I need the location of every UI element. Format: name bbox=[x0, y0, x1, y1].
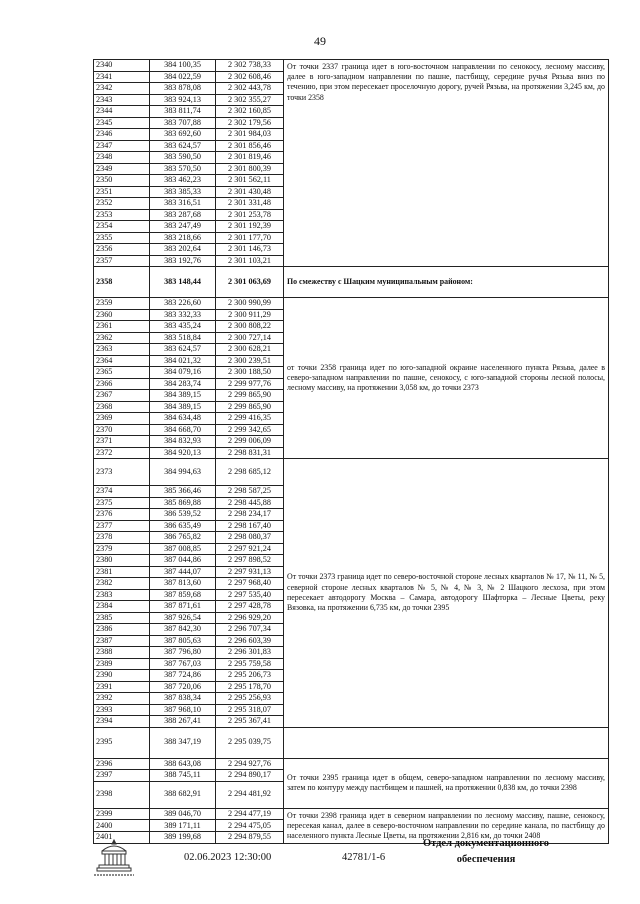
x-coordinate-cell: 384 079,16 bbox=[150, 367, 216, 379]
x-coordinate-cell: 387 796,80 bbox=[150, 647, 216, 659]
point-number-cell: 2371 bbox=[94, 436, 150, 448]
point-number-cell: 2360 bbox=[94, 309, 150, 321]
y-coordinate-cell: 2 300 727,14 bbox=[216, 332, 284, 344]
boundary-description-cell: от точки 2358 граница идет по юго-западной окраине населенного пункта Рязьва, далее в северо-западном направлении по пашне, сенокосу, с юго-западной стороны лесной полосы, лесному массиву, на протяжении 3,058 км, до точки 2373 bbox=[284, 298, 609, 459]
x-coordinate-cell: 383 878,08 bbox=[150, 83, 216, 95]
y-coordinate-cell: 2 299 342,65 bbox=[216, 424, 284, 436]
y-coordinate-cell: 2 297 968,40 bbox=[216, 578, 284, 590]
point-number-cell: 2392 bbox=[94, 693, 150, 705]
y-coordinate-cell: 2 301 430,48 bbox=[216, 186, 284, 198]
point-number-cell: 2365 bbox=[94, 367, 150, 379]
x-coordinate-cell: 383 435,24 bbox=[150, 321, 216, 333]
x-coordinate-cell: 383 624,57 bbox=[150, 140, 216, 152]
x-coordinate-cell: 383 202,64 bbox=[150, 244, 216, 256]
y-coordinate-cell: 2 302 160,85 bbox=[216, 106, 284, 118]
point-number-cell: 2380 bbox=[94, 555, 150, 567]
point-number-cell: 2393 bbox=[94, 704, 150, 716]
point-number-cell: 2345 bbox=[94, 117, 150, 129]
point-number-cell: 2399 bbox=[94, 808, 150, 820]
point-number-cell: 2356 bbox=[94, 244, 150, 256]
y-coordinate-cell: 2 299 865,90 bbox=[216, 390, 284, 402]
y-coordinate-cell: 2 294 927,76 bbox=[216, 758, 284, 770]
x-coordinate-cell: 384 283,74 bbox=[150, 378, 216, 390]
footer-department bbox=[396, 836, 576, 868]
x-coordinate-cell: 388 267,41 bbox=[150, 716, 216, 728]
x-coordinate-cell: 387 724,86 bbox=[150, 670, 216, 682]
point-number-cell: 2348 bbox=[94, 152, 150, 164]
y-coordinate-cell: 2 300 188,50 bbox=[216, 367, 284, 379]
y-coordinate-cell: 2 295 206,73 bbox=[216, 670, 284, 682]
y-coordinate-cell: 2 295 039,75 bbox=[216, 727, 284, 758]
y-coordinate-cell: 2 297 428,78 bbox=[216, 601, 284, 613]
footer-department-line2: обеспечения bbox=[456, 854, 516, 865]
x-coordinate-cell: 383 590,50 bbox=[150, 152, 216, 164]
y-coordinate-cell: 2 297 921,24 bbox=[216, 543, 284, 555]
point-number-cell: 2377 bbox=[94, 520, 150, 532]
point-number-cell: 2357 bbox=[94, 255, 150, 267]
y-coordinate-cell: 2 295 759,58 bbox=[216, 658, 284, 670]
point-number-cell: 2340 bbox=[94, 60, 150, 72]
point-number-cell: 2368 bbox=[94, 401, 150, 413]
y-coordinate-cell: 2 302 355,27 bbox=[216, 94, 284, 106]
y-coordinate-cell: 2 294 879,55 bbox=[216, 832, 284, 844]
x-coordinate-cell: 383 218,66 bbox=[150, 232, 216, 244]
y-coordinate-cell: 2 294 481,92 bbox=[216, 781, 284, 808]
y-coordinate-cell: 2 295 256,93 bbox=[216, 693, 284, 705]
x-coordinate-cell: 387 842,30 bbox=[150, 624, 216, 636]
y-coordinate-cell: 2 297 535,40 bbox=[216, 589, 284, 601]
x-coordinate-cell: 384 668,70 bbox=[150, 424, 216, 436]
x-coordinate-cell: 384 920,13 bbox=[150, 447, 216, 459]
point-number-cell: 2341 bbox=[94, 71, 150, 83]
emblem-logo bbox=[94, 837, 134, 873]
x-coordinate-cell: 386 539,52 bbox=[150, 509, 216, 521]
x-coordinate-cell: 387 813,60 bbox=[150, 578, 216, 590]
x-coordinate-cell: 387 720,06 bbox=[150, 681, 216, 693]
y-coordinate-cell: 2 302 608,46 bbox=[216, 71, 284, 83]
x-coordinate-cell: 384 832,93 bbox=[150, 436, 216, 448]
y-coordinate-cell: 2 302 443,78 bbox=[216, 83, 284, 95]
boundary-coordinates-table bbox=[93, 59, 609, 844]
point-number-cell: 2351 bbox=[94, 186, 150, 198]
y-coordinate-cell: 2 299 977,76 bbox=[216, 378, 284, 390]
point-number-cell: 2367 bbox=[94, 390, 150, 402]
x-coordinate-cell: 383 707,88 bbox=[150, 117, 216, 129]
y-coordinate-cell: 2 301 984,03 bbox=[216, 129, 284, 141]
y-coordinate-cell: 2 300 239,51 bbox=[216, 355, 284, 367]
y-coordinate-cell: 2 296 603,39 bbox=[216, 635, 284, 647]
x-coordinate-cell: 383 924,13 bbox=[150, 94, 216, 106]
point-number-cell: 2361 bbox=[94, 321, 150, 333]
y-coordinate-cell: 2 296 707,34 bbox=[216, 624, 284, 636]
x-coordinate-cell: 387 859,68 bbox=[150, 589, 216, 601]
table-row bbox=[94, 727, 609, 758]
y-coordinate-cell: 2 296 929,20 bbox=[216, 612, 284, 624]
y-coordinate-cell: 2 298 234,17 bbox=[216, 509, 284, 521]
x-coordinate-cell: 386 635,49 bbox=[150, 520, 216, 532]
point-number-cell: 2342 bbox=[94, 83, 150, 95]
x-coordinate-cell: 384 100,35 bbox=[150, 60, 216, 72]
point-number-cell: 2349 bbox=[94, 163, 150, 175]
x-coordinate-cell: 388 682,91 bbox=[150, 781, 216, 808]
x-coordinate-cell: 383 692,60 bbox=[150, 129, 216, 141]
x-coordinate-cell: 384 994,63 bbox=[150, 459, 216, 486]
point-number-cell: 2398 bbox=[94, 781, 150, 808]
x-coordinate-cell: 384 389,15 bbox=[150, 401, 216, 413]
page-number: 49 bbox=[314, 34, 326, 48]
point-number-cell: 2379 bbox=[94, 543, 150, 555]
y-coordinate-cell: 2 298 587,25 bbox=[216, 486, 284, 498]
point-number-cell: 2363 bbox=[94, 344, 150, 356]
x-coordinate-cell: 387 926,54 bbox=[150, 612, 216, 624]
point-number-cell: 2355 bbox=[94, 232, 150, 244]
y-coordinate-cell: 2 294 890,17 bbox=[216, 770, 284, 782]
point-number-cell: 2343 bbox=[94, 94, 150, 106]
x-coordinate-cell: 386 765,82 bbox=[150, 532, 216, 544]
y-coordinate-cell: 2 301 800,39 bbox=[216, 163, 284, 175]
point-number-cell: 2394 bbox=[94, 716, 150, 728]
x-coordinate-cell: 384 021,32 bbox=[150, 355, 216, 367]
y-coordinate-cell: 2 294 475,05 bbox=[216, 820, 284, 832]
footer-department-line1: Отдел документационного bbox=[422, 838, 550, 849]
point-number-cell: 2372 bbox=[94, 447, 150, 459]
point-number-cell: 2352 bbox=[94, 198, 150, 210]
table-row bbox=[94, 758, 609, 770]
x-coordinate-cell: 387 444,07 bbox=[150, 566, 216, 578]
point-number-cell: 2385 bbox=[94, 612, 150, 624]
y-coordinate-cell: 2 301 063,69 bbox=[216, 267, 284, 298]
point-number-cell: 2378 bbox=[94, 532, 150, 544]
y-coordinate-cell: 2 300 990,99 bbox=[216, 298, 284, 310]
point-number-cell: 2366 bbox=[94, 378, 150, 390]
point-number-cell: 2347 bbox=[94, 140, 150, 152]
y-coordinate-cell: 2 301 253,78 bbox=[216, 209, 284, 221]
y-coordinate-cell: 2 301 819,46 bbox=[216, 152, 284, 164]
point-number-cell: 2346 bbox=[94, 129, 150, 141]
y-coordinate-cell: 2 301 331,48 bbox=[216, 198, 284, 210]
y-coordinate-cell: 2 300 628,21 bbox=[216, 344, 284, 356]
x-coordinate-cell: 383 811,74 bbox=[150, 106, 216, 118]
x-coordinate-cell: 384 022,59 bbox=[150, 71, 216, 83]
point-number-cell: 2382 bbox=[94, 578, 150, 590]
y-coordinate-cell: 2 301 192,39 bbox=[216, 221, 284, 233]
point-number-cell: 2344 bbox=[94, 106, 150, 118]
x-coordinate-cell: 383 226,60 bbox=[150, 298, 216, 310]
emblem-caption bbox=[92, 872, 136, 878]
x-coordinate-cell: 385 366,46 bbox=[150, 486, 216, 498]
y-coordinate-cell: 2 298 080,37 bbox=[216, 532, 284, 544]
y-coordinate-cell: 2 297 931,13 bbox=[216, 566, 284, 578]
table-row bbox=[94, 298, 609, 310]
table-row bbox=[94, 808, 609, 820]
point-number-cell: 2350 bbox=[94, 175, 150, 187]
point-number-cell: 2389 bbox=[94, 658, 150, 670]
x-coordinate-cell: 383 462,23 bbox=[150, 175, 216, 187]
x-coordinate-cell: 389 199,68 bbox=[150, 832, 216, 844]
point-number-cell: 2383 bbox=[94, 589, 150, 601]
x-coordinate-cell: 388 347,19 bbox=[150, 727, 216, 758]
footer-date: 02.06.2023 12:30:00 bbox=[184, 852, 272, 863]
y-coordinate-cell: 2 295 318,07 bbox=[216, 704, 284, 716]
point-number-cell: 2391 bbox=[94, 681, 150, 693]
point-number-cell: 2362 bbox=[94, 332, 150, 344]
table-row bbox=[94, 459, 609, 486]
point-number-cell: 2369 bbox=[94, 413, 150, 425]
x-coordinate-cell: 387 044,86 bbox=[150, 555, 216, 567]
table-row bbox=[94, 60, 609, 72]
y-coordinate-cell: 2 301 103,21 bbox=[216, 255, 284, 267]
y-coordinate-cell: 2 302 738,33 bbox=[216, 60, 284, 72]
y-coordinate-cell: 2 299 865,90 bbox=[216, 401, 284, 413]
x-coordinate-cell: 383 624,57 bbox=[150, 344, 216, 356]
x-coordinate-cell: 385 869,88 bbox=[150, 497, 216, 509]
boundary-description-cell: От точки 2398 граница идет в северном направлении по лесному массиву, пашне, сенокосу, пересекая канал, далее в северо-восточном направлении по середине канала, по пастбищу до населенного пункта Лесные Цветы, на протяжении 2,816 км, до точки 2408 bbox=[284, 808, 609, 844]
x-coordinate-cell: 383 287,68 bbox=[150, 209, 216, 221]
x-coordinate-cell: 387 838,34 bbox=[150, 693, 216, 705]
point-number-cell: 2396 bbox=[94, 758, 150, 770]
point-number-cell: 2354 bbox=[94, 221, 150, 233]
point-number-cell: 2373 bbox=[94, 459, 150, 486]
x-coordinate-cell: 383 316,51 bbox=[150, 198, 216, 210]
x-coordinate-cell: 387 008,85 bbox=[150, 543, 216, 555]
y-coordinate-cell: 2 298 685,12 bbox=[216, 459, 284, 486]
y-coordinate-cell: 2 296 301,83 bbox=[216, 647, 284, 659]
y-coordinate-cell: 2 301 146,73 bbox=[216, 244, 284, 256]
point-number-cell: 2358 bbox=[94, 267, 150, 298]
x-coordinate-cell: 388 745,11 bbox=[150, 770, 216, 782]
point-number-cell: 2397 bbox=[94, 770, 150, 782]
y-coordinate-cell: 2 300 808,22 bbox=[216, 321, 284, 333]
point-number-cell: 2401 bbox=[94, 832, 150, 844]
x-coordinate-cell: 383 518,84 bbox=[150, 332, 216, 344]
y-coordinate-cell: 2 302 179,56 bbox=[216, 117, 284, 129]
point-number-cell: 2375 bbox=[94, 497, 150, 509]
boundary-description-cell: По смежеству с Шацким муниципальным районом: bbox=[284, 267, 609, 298]
point-number-cell: 2400 bbox=[94, 820, 150, 832]
x-coordinate-cell: 387 871,61 bbox=[150, 601, 216, 613]
boundary-description-cell: От точки 2337 граница идет в юго-восточном направлении по сенокосу, лесному массиву, далее в юго-западном направлении по пашне, пастбищу, середине ручья Рязьва вниз по течению, при этом пересекает проселочную дорогу, ручей Рязьва, на протяжении 3,245 км, до точки 2358 bbox=[284, 60, 609, 267]
point-number-cell: 2387 bbox=[94, 635, 150, 647]
x-coordinate-cell: 383 332,33 bbox=[150, 309, 216, 321]
y-coordinate-cell: 2 301 562,11 bbox=[216, 175, 284, 187]
point-number-cell: 2376 bbox=[94, 509, 150, 521]
point-number-cell: 2395 bbox=[94, 727, 150, 758]
boundary-description-cell: От точки 2373 граница идет по северо-восточной стороне лесных кварталов № 17, № 11, № 5, северной стороне лесных кварталов № 5, № 4, № 3, № 2 Шацкого лесхоза, при этом пересекает автодорогу Москва – Самара, автодорогу Шафторка – Лесные Цветы, реку Вязовка, на протяжении 6,735 км, до точки 2395 bbox=[284, 459, 609, 728]
x-coordinate-cell: 383 570,50 bbox=[150, 163, 216, 175]
point-number-cell: 2359 bbox=[94, 298, 150, 310]
x-coordinate-cell: 383 148,44 bbox=[150, 267, 216, 298]
y-coordinate-cell: 2 297 898,52 bbox=[216, 555, 284, 567]
x-coordinate-cell: 383 247,49 bbox=[150, 221, 216, 233]
point-number-cell: 2388 bbox=[94, 647, 150, 659]
point-number-cell: 2364 bbox=[94, 355, 150, 367]
table-row bbox=[94, 267, 609, 298]
y-coordinate-cell: 2 298 167,40 bbox=[216, 520, 284, 532]
x-coordinate-cell: 389 171,11 bbox=[150, 820, 216, 832]
x-coordinate-cell: 384 634,48 bbox=[150, 413, 216, 425]
point-number-cell: 2374 bbox=[94, 486, 150, 498]
point-number-cell: 2370 bbox=[94, 424, 150, 436]
y-coordinate-cell: 2 298 445,88 bbox=[216, 497, 284, 509]
point-number-cell: 2381 bbox=[94, 566, 150, 578]
y-coordinate-cell: 2 299 416,35 bbox=[216, 413, 284, 425]
x-coordinate-cell: 387 968,10 bbox=[150, 704, 216, 716]
footer-document-code: 42781/1-6 bbox=[342, 852, 386, 863]
x-coordinate-cell: 388 643,08 bbox=[150, 758, 216, 770]
x-coordinate-cell: 387 767,03 bbox=[150, 658, 216, 670]
x-coordinate-cell: 387 805,63 bbox=[150, 635, 216, 647]
x-coordinate-cell: 389 046,70 bbox=[150, 808, 216, 820]
x-coordinate-cell: 383 385,33 bbox=[150, 186, 216, 198]
y-coordinate-cell: 2 301 856,46 bbox=[216, 140, 284, 152]
point-number-cell: 2353 bbox=[94, 209, 150, 221]
x-coordinate-cell: 384 389,15 bbox=[150, 390, 216, 402]
y-coordinate-cell: 2 295 367,41 bbox=[216, 716, 284, 728]
point-number-cell: 2384 bbox=[94, 601, 150, 613]
boundary-description-cell: От точки 2395 граница идет в общем, северо-западном направлении по лесному массиву, затем по контуру между пастбищем и пашней, на протяжении 0,838 км, до точки 2398 bbox=[284, 758, 609, 808]
y-coordinate-cell: 2 298 831,31 bbox=[216, 447, 284, 459]
y-coordinate-cell: 2 294 477,19 bbox=[216, 808, 284, 820]
y-coordinate-cell: 2 301 177,70 bbox=[216, 232, 284, 244]
boundary-description-cell bbox=[284, 727, 609, 758]
y-coordinate-cell: 2 300 911,29 bbox=[216, 309, 284, 321]
y-coordinate-cell: 2 299 006,09 bbox=[216, 436, 284, 448]
point-number-cell: 2386 bbox=[94, 624, 150, 636]
x-coordinate-cell: 383 192,76 bbox=[150, 255, 216, 267]
point-number-cell: 2390 bbox=[94, 670, 150, 682]
y-coordinate-cell: 2 295 178,70 bbox=[216, 681, 284, 693]
